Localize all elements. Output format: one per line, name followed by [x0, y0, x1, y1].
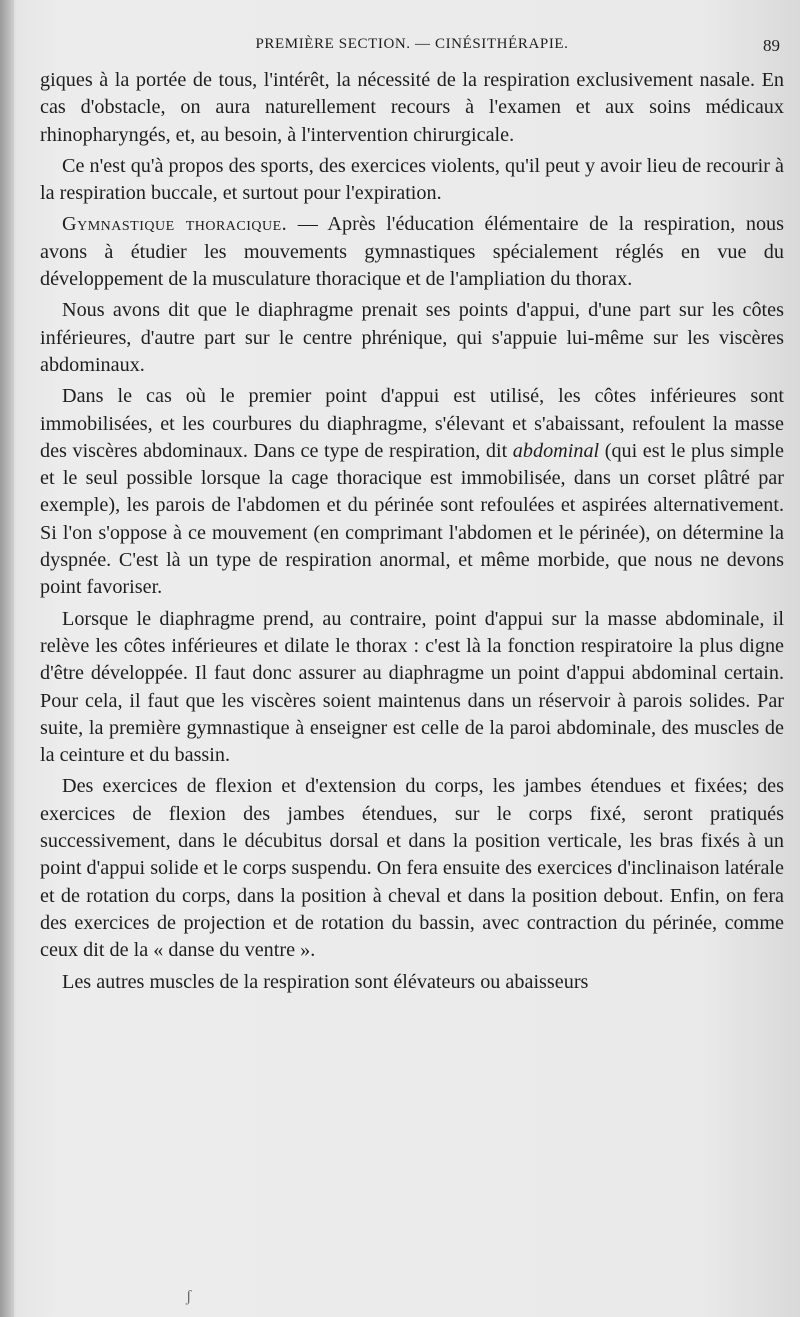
paragraph-diaphragm: Nous avons dit que le diaphragme prenait ses points d'appui, d'une part sur les côtes inférieures, d'autre part sur le centre phrénique, qui s'appuie lui-même sur les viscères abdominaux. [40, 299, 784, 376]
paragraph-exercises: Des exercices de flexion et d'extension du corps, les jambes étendues et fixées; des exercices de flexion des jambes étendues, sur le corps fixé, seront pratiqués successivement, dans le décubitus dorsal et dans la position verticale, les bras fixés à un point d'appui solide et le corps suspendu. On fera ensuite des exercices d'inclinaison latérale et de rotation du corps, dans la position à cheval et dans la position debout. Enfin, on fera des exercices de projection et de rotation du bassin, avec contraction du périnée, comme ceux dit de la « danse du ventre ». [40, 775, 784, 962]
binding-shadow [0, 0, 14, 1317]
section-heading: Gymnastique thoracique. [62, 213, 288, 236]
paragraph-other-muscles: Les autres muscles de la respiration sont élévateurs ou abaisseurs [62, 970, 589, 993]
paragraph-thoracic-gymnastics [40, 211, 784, 293]
section-heading-text: — Après l'éducation élémentaire de la respiration, nous avons à étudier les mouvements gymnastiques spécialement réglés en vue du développement de la musculature thoracique et de l'ampliation du thorax. [40, 213, 784, 291]
italic-term: abdominal [512, 439, 600, 462]
paragraph-sports: Ce n'est qu'à propos des sports, des exercices violents, qu'il peut y avoir lieu de recourir à la respiration buccale, et surtout pour l'expiration. [40, 154, 784, 205]
text-run: (qui est le plus simple et le seul possible lorsque la cage thoracique est immobilisée, dans un corset plâtré par exemple), les parois de l'abdomen et du périnée sont refoulées et aspirées alternativement. Si l'on s'oppose à ce mouvement (en comprimant l'abdomen et le périnée), on détermine la dyspnée. C'est là un type de respiration anormal, et même morbide, que nous ne devons point favoriser. [40, 439, 784, 599]
margin-mark: ʃ [186, 1288, 192, 1305]
page-number: 89 [763, 36, 780, 55]
body-text [40, 67, 784, 1000]
paragraph-abdominal-type [40, 383, 784, 601]
running-title: PREMIÈRE SECTION. — CINÉSITHÉRAPIE. [255, 36, 569, 52]
paragraph-respiratory-function: Lorsque le diaphragme prend, au contraire, point d'appui sur la masse abdominale, il relève les côtes inférieures et dilate le thorax : c'est là la fonction respiratoire la plus digne d'être développée. Il faut donc assurer au diaphragme un point d'appui abdominal certain. Pour cela, il faut que les viscères soient maintenus dans un réservoir à parois solides. Par suite, la première gymnastique à enseigner est celle de la paroi abdominale, des muscles de la ceinture et du bassin. [40, 607, 784, 767]
running-head [40, 34, 784, 64]
text-run: Dans le cas où le premier point d'appui est utilisé, les côtes inférieures sont immobilisées, et les courbures du diaphragme, s'élevant et s'abaissant, refoulent la masse des viscères abdominaux. Dans ce type de respiration, dit [40, 385, 784, 462]
paragraph-continuation: giques à la portée de tous, l'intérêt, la nécessité de la respiration exclusivement nasale. En cas d'obstacle, on aura naturellement recours à l'examen et aux soins médicaux rhinopharyngés, et, au besoin, à l'intervention chirurgicale. [40, 69, 784, 146]
